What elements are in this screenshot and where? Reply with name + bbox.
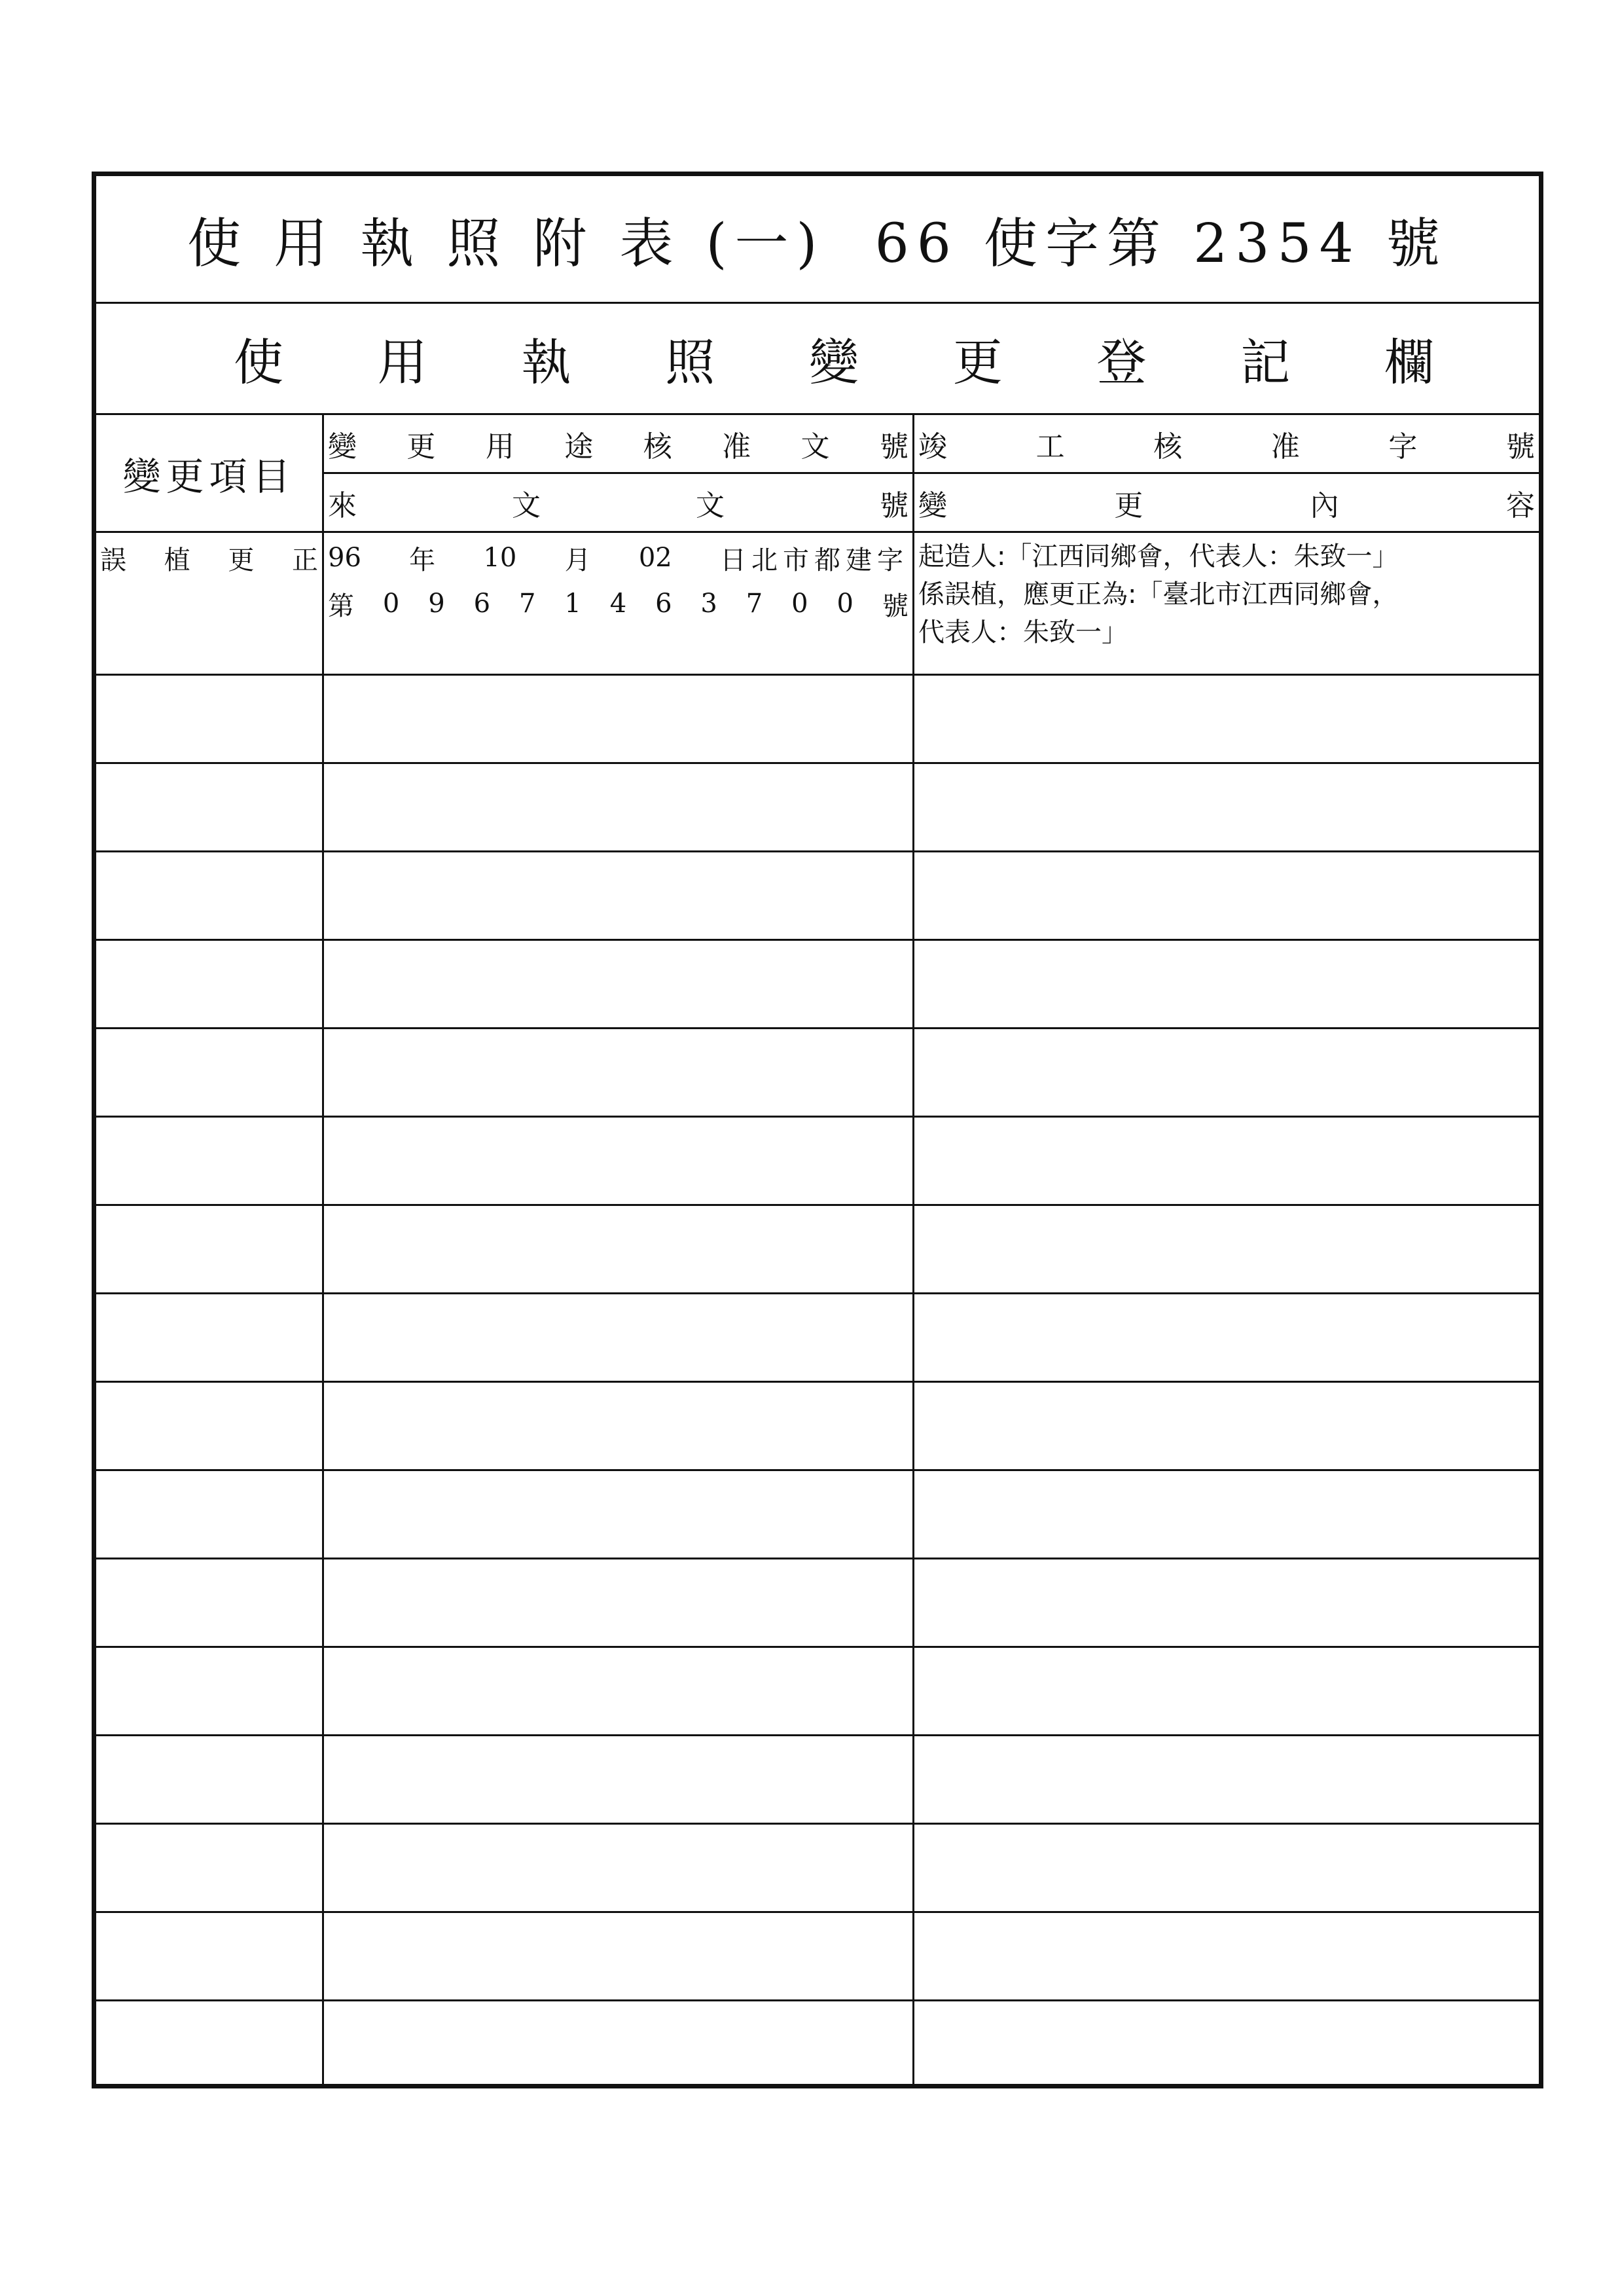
header-change-item: [96, 415, 322, 533]
header-char: 號: [880, 488, 908, 522]
row-separator: [96, 1027, 1539, 1029]
form-title-row: [96, 176, 1539, 304]
doc-token: 0: [836, 589, 854, 619]
row-separator: [96, 1734, 1539, 1736]
subtitle-char: 更: [952, 333, 1003, 392]
row-separator: [96, 1558, 1539, 1559]
header-char: 變: [328, 429, 357, 464]
header-char: 竣: [918, 429, 947, 464]
doc-token: 0: [382, 589, 400, 619]
header-char: 文: [696, 488, 725, 522]
form-subtitle-row: [96, 304, 1539, 415]
usage-permit-form: [92, 172, 1543, 2088]
content-line: 代表人：朱致一」: [918, 617, 1128, 647]
row-separator: [96, 1116, 1539, 1118]
row-separator: [96, 762, 1539, 764]
doc-token: 6: [655, 589, 672, 619]
header-char: 用: [485, 429, 514, 464]
doc-token: 月: [564, 545, 591, 575]
header-char: 來: [328, 488, 357, 522]
row-doc-no-line2: [324, 581, 912, 627]
doc-token: 0: [791, 589, 808, 619]
row-separator: [96, 1646, 1539, 1648]
row-separator: [96, 939, 1539, 941]
header-incoming-doc-no: [324, 474, 912, 533]
header-char: 更: [1114, 488, 1143, 522]
header-change-item-label: 變更項目: [122, 454, 296, 499]
header-char: 文: [800, 429, 830, 464]
header-char: 更: [406, 429, 436, 464]
header-char: 准: [1270, 429, 1300, 464]
row-item-char: 正: [291, 545, 318, 575]
subtitle-char: 執: [521, 333, 571, 392]
subtitle-char: 使: [234, 333, 283, 392]
row-change-item: [96, 535, 322, 581]
row-separator: [96, 674, 1539, 676]
doc-token: 02: [638, 543, 672, 573]
content-line: 起造人:「江西同鄉會，代表人：朱致一」: [918, 541, 1399, 572]
header-char: 號: [1505, 429, 1535, 464]
header-char: 核: [1153, 429, 1183, 464]
doc-token: 4: [609, 589, 627, 619]
header-char: 核: [643, 429, 672, 464]
doc-token: 3: [700, 589, 717, 619]
subtitle-char: 欄: [1384, 333, 1434, 392]
row-separator: [96, 1381, 1539, 1383]
row-separator: [96, 1911, 1539, 1913]
header-char: 工: [1035, 429, 1065, 464]
subtitle-char: 登: [1096, 333, 1147, 392]
subtitle-char: 照: [665, 333, 715, 392]
doc-token: 號: [882, 591, 908, 621]
row-item-char: 更: [228, 545, 255, 575]
form-title: 使 用 執 照 附 表 (一) 66 使字第 2354 號: [187, 212, 1448, 275]
header-usage-approval-no: [324, 415, 912, 474]
header-char: 內: [1310, 488, 1339, 522]
row-doc-no-line1: [324, 535, 912, 581]
row-separator: [96, 850, 1539, 852]
row-separator: [96, 1469, 1539, 1471]
doc-token: 年: [409, 545, 436, 575]
header-char: 字: [1388, 429, 1418, 464]
doc-token: 7: [746, 589, 763, 619]
row-separator: [96, 1999, 1539, 2001]
row-separator: [96, 1823, 1539, 1825]
header-char: 容: [1505, 488, 1535, 522]
row-change-content: [918, 538, 1540, 651]
row-item-char: 植: [164, 545, 190, 575]
header-char: 文: [512, 488, 541, 522]
column-divider: [322, 415, 324, 2084]
header-char: 准: [722, 429, 751, 464]
subtitle-char: 變: [809, 333, 859, 392]
doc-token: 7: [518, 589, 536, 619]
header-char: 號: [879, 429, 908, 464]
doc-token: 96: [328, 543, 361, 573]
column-divider: [912, 415, 914, 2084]
doc-token: 9: [428, 589, 445, 619]
doc-token: 第: [328, 591, 354, 621]
doc-token: 6: [473, 589, 491, 619]
header-completion-approval-no: [914, 415, 1539, 474]
doc-token: 1: [564, 589, 581, 619]
doc-token: 10: [483, 543, 517, 573]
header-char: 變: [918, 488, 947, 522]
content-line: 係誤植，應更正為:「臺北市江西同鄉會，: [918, 579, 1399, 610]
header-char: 途: [564, 429, 594, 464]
subtitle-char: 用: [377, 333, 427, 392]
header-change-content: [914, 474, 1539, 533]
doc-token: 日北市都建字: [719, 545, 908, 575]
row-separator: [96, 1204, 1539, 1206]
row-item-char: 誤: [100, 545, 126, 575]
row-separator: [96, 1292, 1539, 1294]
subtitle-char: 記: [1240, 333, 1291, 392]
